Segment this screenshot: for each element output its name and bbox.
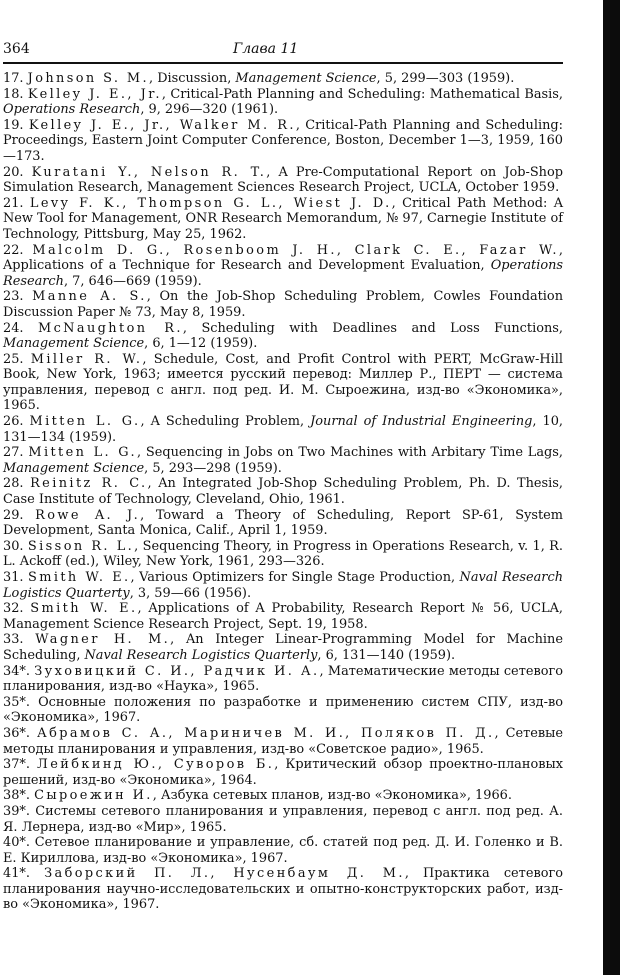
reference-author: Абрамов С. А., Мариничев М. И., Поляков П. Д. <box>36 725 495 741</box>
reference-text: , 6, 1—12 (1959). <box>144 336 258 352</box>
reference-entry <box>3 601 563 632</box>
reference-entry <box>3 196 563 243</box>
reference-author: Sisson R. L. <box>27 538 135 554</box>
reference-text: , An Integer Linear-Programming Model for Machine Scheduling, <box>3 632 563 663</box>
reference-number: 32. <box>3 601 24 617</box>
reference-author: Wagner H. M. <box>35 632 171 648</box>
reference-author: Сыроежин И. <box>34 788 153 804</box>
reference-entry <box>3 866 563 913</box>
reference-number: 41*. <box>3 866 30 882</box>
reference-entry <box>3 726 563 757</box>
reference-text: , 5, 299—303 (1959). <box>376 71 515 86</box>
reference-text: , Applications of a Technique for Research and Development Evaluation, <box>3 242 563 274</box>
reference-author: Johnson S. M. <box>27 71 149 86</box>
reference-number: 34*. <box>3 663 30 679</box>
reference-number: 26. <box>3 414 24 430</box>
reference-number: 24. <box>3 320 24 336</box>
reference-author: Smith W. E. <box>27 570 131 585</box>
reference-text: , Практика сетевого планирования научно-исследовательских и опытно-конструкторских работ, изд-во «Экономика», 1967. <box>3 866 563 913</box>
reference-text: , Critical-Path Planning and Scheduling: Proceedings, Eastern Joint Computer Conference, Boston, December 1—3, 1959, 160—173. <box>3 117 563 164</box>
reference-number: 31. <box>3 570 24 585</box>
reference-text: , Математические методы сетевого планирования, изд-во «Наука», 1965. <box>3 663 563 695</box>
reference-author: Kelley J. E., Jr. <box>27 86 162 102</box>
reference-source-title: Management Science <box>235 71 377 86</box>
reference-entry <box>3 508 563 539</box>
reference-text: , An Integrated Job-Shop Scheduling Problem, Ph. D. Thesis, Case Institute of Technology, Cleveland, Ohio, 1961. <box>3 476 563 508</box>
reference-number: 40*. <box>3 835 30 851</box>
reference-entry <box>3 118 563 165</box>
page-number: 364 <box>3 41 30 57</box>
reference-text: , 6, 131—140 (1959). <box>317 647 456 663</box>
reference-entry <box>3 757 563 788</box>
reference-text: , Критический обзор проектно-плановых решений, изд-во «Экономика», 1964. <box>3 757 564 788</box>
reference-entry <box>3 835 563 866</box>
reference-author: Kuratani Y., Nelson R. T. <box>31 164 267 180</box>
reference-author: Mitten L. G. <box>29 414 141 430</box>
reference-author: McNaughton R. <box>37 320 183 336</box>
reference-text: , 10, 131—134 (1959). <box>3 414 563 445</box>
reference-entry <box>3 87 563 118</box>
reference-number: 38*. <box>3 788 30 804</box>
reference-number: 29. <box>3 507 24 523</box>
reference-entry <box>3 414 563 445</box>
reference-text: , Critical Path Method: A New Tool for Management, ONR Research Memorandum, № 97, Carnegie Institute of Technology, Pittsburg, May 25, 1962. <box>3 195 563 242</box>
reference-text: , Азбука сетевых планов, изд-во «Экономика», 1966. <box>152 788 512 804</box>
reference-list <box>3 71 563 913</box>
reference-entry <box>3 476 563 507</box>
reference-number: 33. <box>3 632 24 648</box>
reference-text: Основные положения по разработке и применению систем СПУ, изд-во «Экономика», 1967. <box>3 694 563 726</box>
reference-entry <box>3 664 563 695</box>
reference-entry <box>3 165 563 196</box>
reference-number: 21. <box>3 195 24 211</box>
reference-author: Kelley J. E., Jr., Walker M. R. <box>28 117 296 133</box>
reference-entry <box>3 289 563 320</box>
reference-entry <box>3 804 563 835</box>
scan-edge-band <box>603 0 620 975</box>
reference-entry <box>3 321 563 352</box>
reference-author: Levy F. K., Thompson G. L., Wiest J. D. <box>29 195 392 211</box>
reference-source-title: Naval Research Logistics Quarterty <box>3 570 563 601</box>
reference-entry <box>3 539 563 570</box>
reference-entry <box>3 632 563 663</box>
reference-text: , 7, 646—669 (1959). <box>63 273 202 289</box>
reference-source-title: Management Science <box>3 336 145 352</box>
reference-text: , Sequencing Theory, in Progress in Operations Research, v. 1, R. L. Ackoff (ed.), Wiley, New York, 1961, 293—326. <box>3 538 563 570</box>
reference-number: 23. <box>3 289 24 305</box>
reference-source-title: Naval Research Logistics Quarterly <box>84 647 318 663</box>
reference-text: , 3, 59—66 (1956). <box>129 585 252 601</box>
reference-source-title: Operations Research <box>3 258 563 289</box>
reference-author: Reinitz R. C. <box>30 476 148 492</box>
page-header <box>3 40 563 60</box>
reference-source-title: Management Science <box>3 460 145 476</box>
reference-text: , 5, 293—298 (1959). <box>144 460 282 476</box>
reference-author: Зуховицкий С. И., Радчик И. А. <box>34 663 320 679</box>
reference-text: , Various Optimizers for Single Stage Production, <box>130 570 460 585</box>
reference-text: , A Pre-Computational Report on Job-Shop Simulation Research, Management Sciences Research Project, UCLA, October 1959. <box>3 164 563 196</box>
reference-source-title: Journal of Industrial Engineering <box>310 414 533 430</box>
reference-text: , Discussion, <box>149 71 236 86</box>
reference-text: , Applications of A Probability, Research Report № 56, UCLA, Management Science Research Project, Sept. 19, 1958. <box>3 601 563 632</box>
reference-entry <box>3 788 563 804</box>
reference-text: Сетевое планирование и управление, сб. статей под ред. Д. И. Голенко и В. Е. Кириллова, изд-во «Экономика», 1967. <box>3 835 563 866</box>
reference-text: , Critical-Path Planning and Scheduling: Mathematical Basis, <box>161 86 563 102</box>
reference-number: 37*. <box>3 757 30 773</box>
reference-number: 19. <box>3 117 24 133</box>
reference-text: , Scheduling with Deadlines and Loss Functions, <box>182 320 563 336</box>
reference-number: 39*. <box>3 803 30 819</box>
reference-entry <box>3 243 563 290</box>
reference-text: , Toward a Theory of Scheduling, Report SP-61, System Development, Santa Monica, Calif., April 1, 1959. <box>3 507 563 539</box>
reference-author: Заборский П. Л., Нусенбаум Д. М. <box>44 866 405 882</box>
reference-author: Manne A. S. <box>32 289 147 305</box>
reference-author: Smith W. E. <box>30 601 138 617</box>
running-title: Глава 11 <box>233 41 299 57</box>
reference-number: 17. <box>3 71 24 86</box>
reference-author: Miller R. W. <box>30 351 143 367</box>
reference-text: , Сетевые методы планирования и управления, изд-во «Советское радио», 1965. <box>3 725 564 757</box>
reference-number: 28. <box>3 476 24 492</box>
reference-number: 35*. <box>3 694 30 710</box>
reference-entry <box>3 445 563 476</box>
reference-text: , On the Job-Shop Scheduling Problem, Cowles Foundation Discussion Paper № 73, May 8, 1959. <box>3 289 563 320</box>
reference-entry <box>3 570 563 601</box>
reference-author: Malcolm D. G., Rosenboom J. H., Clark C. E., Fazar W. <box>32 242 559 258</box>
header-rule <box>3 62 563 64</box>
reference-number: 20. <box>3 164 24 180</box>
reference-author: Rowe A. J. <box>35 507 141 523</box>
reference-entry <box>3 352 563 414</box>
reference-number: 30. <box>3 538 24 554</box>
reference-author: Mitten L. G. <box>28 445 137 461</box>
reference-number: 27. <box>3 445 24 461</box>
reference-number: 22. <box>3 242 24 258</box>
reference-entry <box>3 695 563 726</box>
reference-author: Лейбкинд Ю., Суворов Б. <box>37 757 275 773</box>
reference-text: , 9, 296—320 (1961). <box>140 102 279 118</box>
reference-number: 36*. <box>3 725 30 741</box>
reference-text: , A Scheduling Problem, <box>140 414 311 430</box>
reference-number: 18. <box>3 86 24 102</box>
reference-text: , Schedule, Cost, and Profit Control with PERT, McGraw-Hill Book, New York, 1963; имеется русский перевод: Миллер Р., ПЕРТ — система управления, перевод с англ. под ред. И. М. Сыроежина, изд-во «Экономика», 1965. <box>3 351 563 414</box>
reference-text: Системы сетевого планирования и управления, перевод с англ. под ред. А. Я. Лернера, изд-во «Мир», 1965. <box>3 803 563 835</box>
reference-text: , Sequencing in Jobs on Two Machines with Arbitary Time Lags, <box>137 445 563 461</box>
reference-number: 25. <box>3 351 24 367</box>
reference-entry <box>3 71 563 87</box>
reference-source-title: Operations Research <box>3 102 141 118</box>
